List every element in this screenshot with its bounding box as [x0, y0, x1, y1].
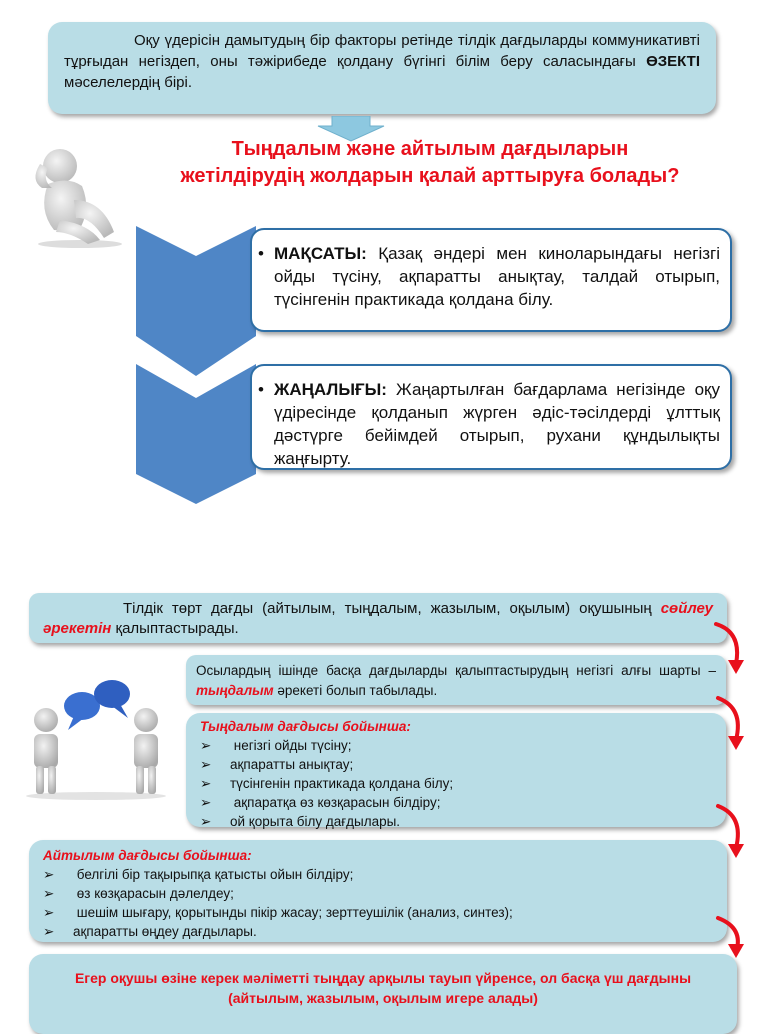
- intro-emphasis: ӨЗЕКТІ: [646, 53, 700, 70]
- list-item: [200, 793, 716, 812]
- intro-text: Оқу үдерісін дамытудың бір факторы ретінде тілдік дағдыларды коммуникативті тұрғыдан негіздеп, оны тәжірибеде қолдану бүгінгі білім беру саласындағы: [64, 32, 700, 70]
- novelty-text: Жаңартылған бағдарлама негізінде оқу үдіресінде қолданып жүрген әдіс-тәсілдерді ұлттық дәстүрге бейімдей отырып, рухани құндылықты жаңғырту.: [274, 380, 720, 468]
- list-item-text: ой қорыта білу дағдылары.: [230, 814, 401, 829]
- arrow-marker-icon: ➢: [200, 738, 212, 753]
- list-item-text: ақпаратты анықтау;: [230, 757, 354, 772]
- list-item: [43, 865, 717, 884]
- list-item-text: негізгі ойды түсіну;: [230, 738, 352, 753]
- conclusion-box: [29, 954, 737, 1034]
- arrow-marker-icon: ➢: [43, 867, 55, 882]
- chevron-shape-2: [136, 364, 256, 504]
- list-item: [43, 922, 717, 941]
- chevron-column: [136, 226, 256, 506]
- question-line-1: Тыңдалым және айтылым дағдыларын: [231, 138, 629, 160]
- listening-base-box: [186, 655, 726, 705]
- goal-box: [250, 228, 732, 332]
- list-item: [200, 774, 716, 793]
- list-item: [200, 812, 716, 831]
- skills-text-end: қалыптастырады.: [111, 620, 239, 637]
- list-item: [200, 736, 716, 755]
- intro-text-end: мәселелердің бірі.: [64, 74, 192, 91]
- list-item-text: түсінгенін практикада қолдана білу;: [230, 776, 454, 791]
- bullet-icon: •: [258, 380, 264, 399]
- list-item-text: өз көзқарасын дәлелдеу;: [73, 886, 234, 901]
- skills-emphasis: сөйлеу әрекетін: [43, 600, 713, 637]
- intro-box: [48, 22, 716, 114]
- list-item: [43, 884, 717, 903]
- arrow-marker-icon: ➢: [43, 886, 55, 901]
- list-item-text: ақпаратқа өз көзқарасын білдіру;: [230, 795, 441, 810]
- arrow-head-icon: [728, 660, 744, 674]
- novelty-label: ЖАҢАЛЫҒЫ:: [274, 380, 387, 399]
- speaking-box: [29, 840, 727, 942]
- listening-base-text: Осылардың ішінде басқа дағдыларды қалыптастырудың негізгі алғы шарты –: [196, 663, 716, 678]
- curved-arrow-icon: [716, 624, 737, 664]
- skills-box: [29, 593, 727, 643]
- listening-base-text-end: әрекеті болып табылады.: [273, 683, 438, 698]
- arrow-head-icon: [728, 944, 744, 958]
- arrow-marker-icon: ➢: [200, 776, 212, 791]
- thinking-person-icon: [18, 140, 130, 250]
- skills-text: Тілдік төрт дағды (айтылым, тыңдалым, жазылым, оқылым) оқушының: [123, 600, 661, 617]
- curved-arrow-icon: [718, 806, 738, 848]
- arrow-head-icon: [728, 844, 744, 858]
- listening-base-emphasis: тыңдалым: [196, 683, 274, 698]
- chevron-shape-1: [136, 226, 256, 376]
- question-heading: [120, 136, 740, 190]
- list-item-text: ақпаратты өңдеу дағдылары.: [73, 924, 257, 939]
- list-item-text: белгілі бір тақырыпқа қатысты ойын білдіру;: [73, 867, 354, 882]
- arrow-head-icon: [728, 736, 744, 750]
- red-arrows: [712, 618, 756, 958]
- list-item-text: шешім шығару, қорытынды пікір жасау; зерттеушілік (анализ, синтез);: [73, 905, 513, 920]
- arrow-marker-icon: ➢: [43, 905, 55, 920]
- goal-text: Қазақ әндері мен киноларындағы негізгі ойды түсіну, ақпаратты анықтау, талдай отырып, түсінгенін практикада қолдана білу.: [274, 244, 720, 309]
- curved-arrow-icon: [718, 698, 738, 740]
- arrow-marker-icon: ➢: [43, 924, 55, 939]
- listening-box: [186, 713, 726, 827]
- list-item: [200, 755, 716, 774]
- arrow-marker-icon: ➢: [200, 795, 212, 810]
- listening-heading: Тыңдалым дағдысы бойынша:: [200, 719, 411, 734]
- list-item: [43, 903, 717, 922]
- goal-label: МАҚСАТЫ:: [274, 244, 367, 263]
- bullet-icon: •: [258, 244, 264, 263]
- speaking-heading: Айтылым дағдысы бойынша:: [43, 848, 252, 863]
- people-talking-icon: [16, 672, 176, 802]
- arrow-marker-icon: ➢: [200, 814, 212, 829]
- novelty-box: [250, 364, 732, 470]
- arrow-marker-icon: ➢: [200, 757, 212, 772]
- conclusion-text: Егер оқушы өзіне керек мәліметті тыңдау арқылы тауып үйренсе, ол басқа үш дағдыны (айтылым, жазылым, оқылым игере алады): [74, 970, 692, 1006]
- question-line-2: жетілдірудің жолдарын қалай арттыруға болады?: [180, 165, 680, 187]
